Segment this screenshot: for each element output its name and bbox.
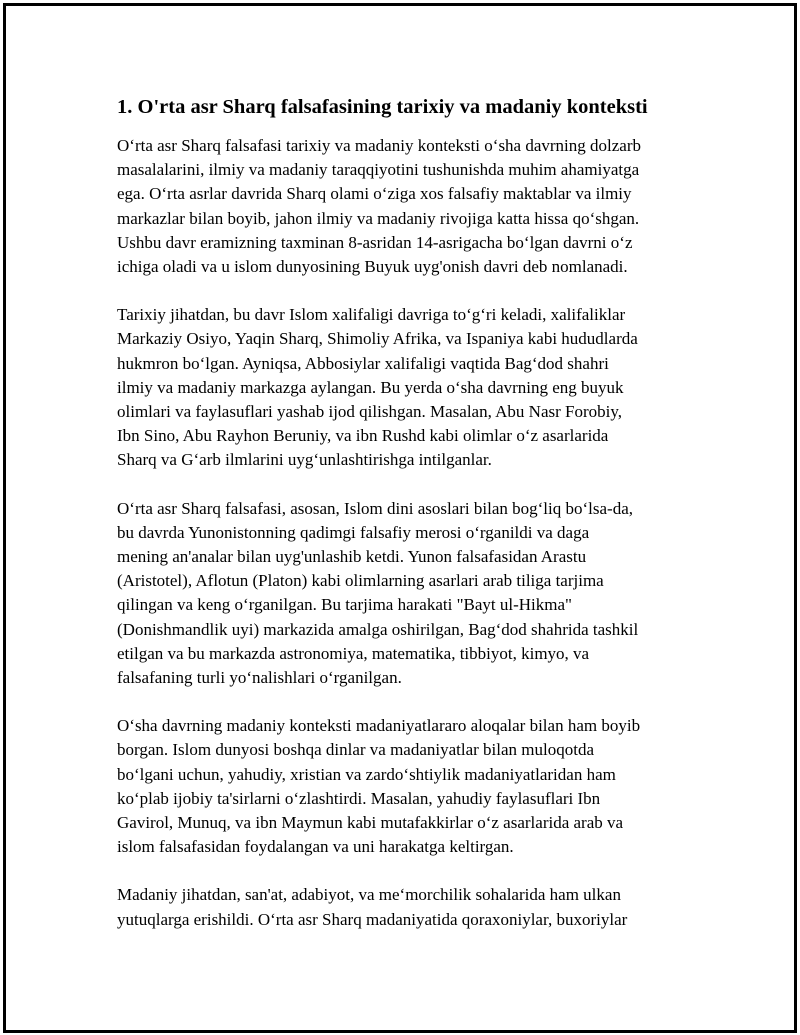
text-line: markazlar bilan boyib, jahon ilmiy va madaniy rivojiga katta hissa qo‘shgan. [117,208,640,228]
text-line: O‘sha davrning madaniy konteksti madaniyatlararo aloqalar bilan ham boyib [117,716,641,736]
text-line: ko‘plab ijobiy ta'sirlarni o‘zlashtirdi. Masalan, yahudiy faylasuflari Ibn [117,788,601,808]
text-line: Sharq va G‘arb ilmlarini uyg‘unlashtirishga intilganlar. [117,450,492,470]
text-line: ichiga oladi va u islom dunyosining Buyuk uyg'onish davri deb nomlanadi. [117,257,628,277]
text-line: Ushbu davr eramizning taxminan 8-asridan 14-asrigacha bo‘lgan davrni o‘z [117,232,633,252]
text-line: yutuqlarga erishildi. O‘rta asr Sharq madaniyatida qoraxoniylar, buxoriylar [117,909,628,929]
text-line: hukmron bo‘lgan. Ayniqsa, Abbosiylar xalifaligi vaqtida Bag‘dod shahri [117,353,609,373]
text-line: Markaziy Osiyo, Yaqin Sharq, Shimoliy Afrika, va Ispaniya kabi hududlarda [117,329,638,349]
text-line: qilingan va keng o‘rganilgan. Bu tarjima harakati "Bayt ul-Hikma" [117,595,572,615]
paragraph-5 [117,883,697,931]
text-line: (Aristotel), Aflotun (Platon) kabi olimlarning asarlari arab tiliga tarjima [117,571,604,591]
text-line: olimlari va faylasuflari yashab ijod qilishgan. Masalan, Abu Nasr Forobiy, [117,402,623,422]
paragraph-2 [117,303,697,472]
text-line: etilgan va bu markazda astronomiya, matematika, tibbiyot, kimyo, va [117,643,590,663]
text-line: (Donishmandlik uyi) markazida amalga oshirilgan, Bag‘dod shahrida tashkil [117,619,639,639]
text-line: Madaniy jihatdan, san'at, adabiyot, va me‘morchilik sohalarida ham ulkan [117,885,621,905]
paragraph-4 [117,714,697,859]
text-line: borgan. Islom dunyosi boshqa dinlar va madaniyatlar bilan muloqotda [117,740,595,760]
text-line: O‘rta asr Sharq falsafasi tarixiy va madaniy konteksti o‘sha davrning dolzarb [117,136,642,155]
text-line: O‘rta asr Sharq falsafasi, asosan, Islom dini asoslari bilan bog‘liq bo‘lsa-da, [117,498,634,518]
text-line: bo‘lgani uchun, yahudiy, xristian va zardo‘shtiylik madaniyatlaridan ham [117,764,616,784]
text-line: Ibn Sino, Abu Rayhon Beruniy, va ibn Rushd kabi olimlar o‘z asarlarida [117,426,609,446]
document-body [117,94,697,956]
section-heading: 1. O'rta asr Sharq falsafasining tarixiy va madaniy konteksti [117,96,648,118]
text-line: islom falsafasidan foydalangan va uni harakatga keltirgan. [117,837,514,857]
text-line: Gavirol, Munuq, va ibn Maymun kabi mutafakkirlar o‘z asarlarida arab va [117,813,624,833]
text-line: falsafaning turli yo‘nalishlari o‘rganilgan. [117,668,402,688]
paragraph-1 [117,134,697,279]
paragraph-3 [117,497,697,691]
text-line: ega. O‘rta asrlar davrida Sharq olami o‘ziga xos falsafiy maktablar va ilmiy [117,184,632,204]
text-line: ilmiy va madaniy markazga aylangan. Bu yerda o‘sha davrning eng buyuk [117,377,624,397]
text-line: mening an'analar bilan uyg'unlashib ketdi. Yunon falsafasidan Arastu [117,547,587,567]
text-line: Tarixiy jihatdan, bu davr Islom xalifaligi davriga to‘g‘ri keladi, xalifaliklar [117,305,626,325]
text-line: bu davrda Yunonistonning qadimgi falsafiy merosi o‘rganildi va daga [117,522,590,542]
text-line: masalalarini, ilmiy va madaniy taraqqiyotini tushunishda muhim ahamiyatga [117,160,640,180]
